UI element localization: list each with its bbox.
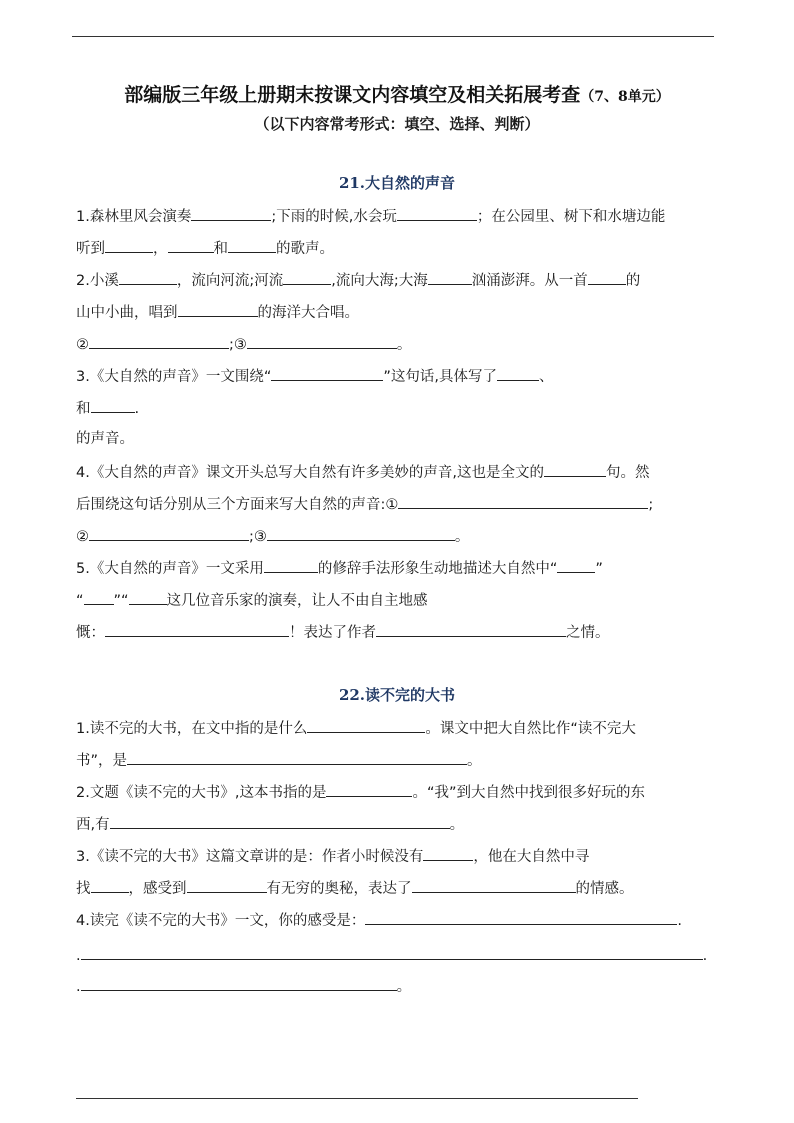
- blank[interactable]: [365, 907, 677, 925]
- q22-4-line2: . .: [76, 942, 707, 966]
- blank[interactable]: [187, 875, 267, 893]
- blank[interactable]: [110, 811, 450, 829]
- blank[interactable]: [178, 299, 258, 317]
- q21-5-line2: “ ”“ 这几位音乐家的演奏，让人不由自主地感: [76, 587, 428, 611]
- blank[interactable]: [89, 523, 249, 541]
- blank[interactable]: [228, 235, 276, 253]
- blank[interactable]: [428, 267, 472, 285]
- blank[interactable]: [267, 523, 455, 541]
- page-subtitle: （以下内容常考形式：填空、选择、判断）: [254, 115, 540, 133]
- blank[interactable]: [127, 747, 467, 765]
- q22-1-line1: 1.读不完的大书，在文中指的是什么 。课文中把大自然比作“读不完大: [76, 715, 636, 739]
- blank[interactable]: [412, 875, 576, 893]
- blank[interactable]: [544, 459, 606, 477]
- q22-3-line2: 找 ，感受到 有无穷的奥秘，表达了 的情感。: [76, 875, 634, 899]
- blank[interactable]: [397, 203, 477, 221]
- q22-2-line1: 2.文题《读不完的大书》,这本书指的是 。“我”到大自然中找到很多好玩的东: [76, 779, 645, 803]
- title-main: 部编版三年级上册期末按课文内容填空及相关拓展考查: [124, 84, 581, 106]
- blank[interactable]: [423, 843, 473, 861]
- blank[interactable]: [81, 942, 703, 960]
- blank[interactable]: [588, 267, 626, 285]
- q21-2-line2: 山中小曲，唱到 的海洋大合唱。: [76, 299, 359, 323]
- blank[interactable]: [497, 363, 539, 381]
- q21-3-line2: 和 .: [76, 395, 139, 419]
- header-rule: [72, 36, 714, 37]
- q21-3-line1: 3.《大自然的声音》一文围绕“ ”这句话,具体写了 、: [76, 363, 553, 387]
- q22-3-line1: 3.《读不完的大书》这篇文章讲的是：作者小时候没有 ，他在大自然中寻: [76, 843, 589, 867]
- q21-3-line3: 的声音。: [76, 431, 134, 447]
- blank[interactable]: [91, 395, 135, 413]
- blank[interactable]: [105, 235, 153, 253]
- blank[interactable]: [84, 587, 114, 605]
- q22-4-line3: . 。: [76, 973, 411, 997]
- page-title: [0, 80, 794, 107]
- blank[interactable]: [129, 587, 167, 605]
- q21-5-line1: 5.《大自然的声音》一文采用 的修辞手法形象生动地描述大自然中“ ”: [76, 555, 603, 579]
- blank[interactable]: [557, 555, 595, 573]
- q21-1-line2: 听到 ， 和 的歌声。: [76, 235, 334, 259]
- blank[interactable]: [91, 875, 129, 893]
- q21-2-line1: 2.小溪 ，流向河流;河流 ,流向大海;大海 汹涌澎湃。从一首 的: [76, 267, 640, 291]
- blank[interactable]: [264, 555, 318, 573]
- blank[interactable]: [168, 235, 214, 253]
- blank[interactable]: [247, 331, 397, 349]
- q22-1-line2: 书”，是 。: [76, 747, 482, 771]
- blank[interactable]: [191, 203, 271, 221]
- blank[interactable]: [307, 715, 425, 733]
- q21-4-line2: 后围绕这句话分别从三个方面来写大自然的声音:① ;: [76, 491, 653, 515]
- blank[interactable]: [376, 619, 566, 637]
- q21-4-line1: 4.《大自然的声音》课文开头总写大自然有许多美妙的声音,这也是全文的 句。然: [76, 459, 649, 483]
- q21-5-line3: 慨： ！表达了作者 之情。: [76, 619, 610, 643]
- q22-2-line2: 西,有 。: [76, 811, 464, 835]
- blank[interactable]: [398, 491, 648, 509]
- blank[interactable]: [89, 331, 229, 349]
- title-suffix: （7、8单元）: [580, 89, 670, 105]
- section-title-21: 21.大自然的声音: [338, 174, 456, 192]
- blank[interactable]: [105, 619, 289, 637]
- blank[interactable]: [283, 267, 331, 285]
- q22-4-line1: 4.读完《读不完的大书》一文，你的感受是： .: [76, 907, 682, 931]
- blank[interactable]: [119, 267, 177, 285]
- blank[interactable]: [271, 363, 383, 381]
- section-title-22: 22.读不完的大书: [338, 686, 456, 704]
- blank[interactable]: [326, 779, 412, 797]
- q21-4-line3: ② ;③ 。: [76, 523, 469, 547]
- q21-1-line1: 1.森林里风会演奏 ;下雨的时候,水会玩 ；在公园里、树下和水塘边能: [76, 203, 665, 227]
- blank[interactable]: [81, 973, 397, 991]
- footer-rule: [76, 1098, 638, 1099]
- q21-2-line3: ② ;③ 。: [76, 331, 411, 355]
